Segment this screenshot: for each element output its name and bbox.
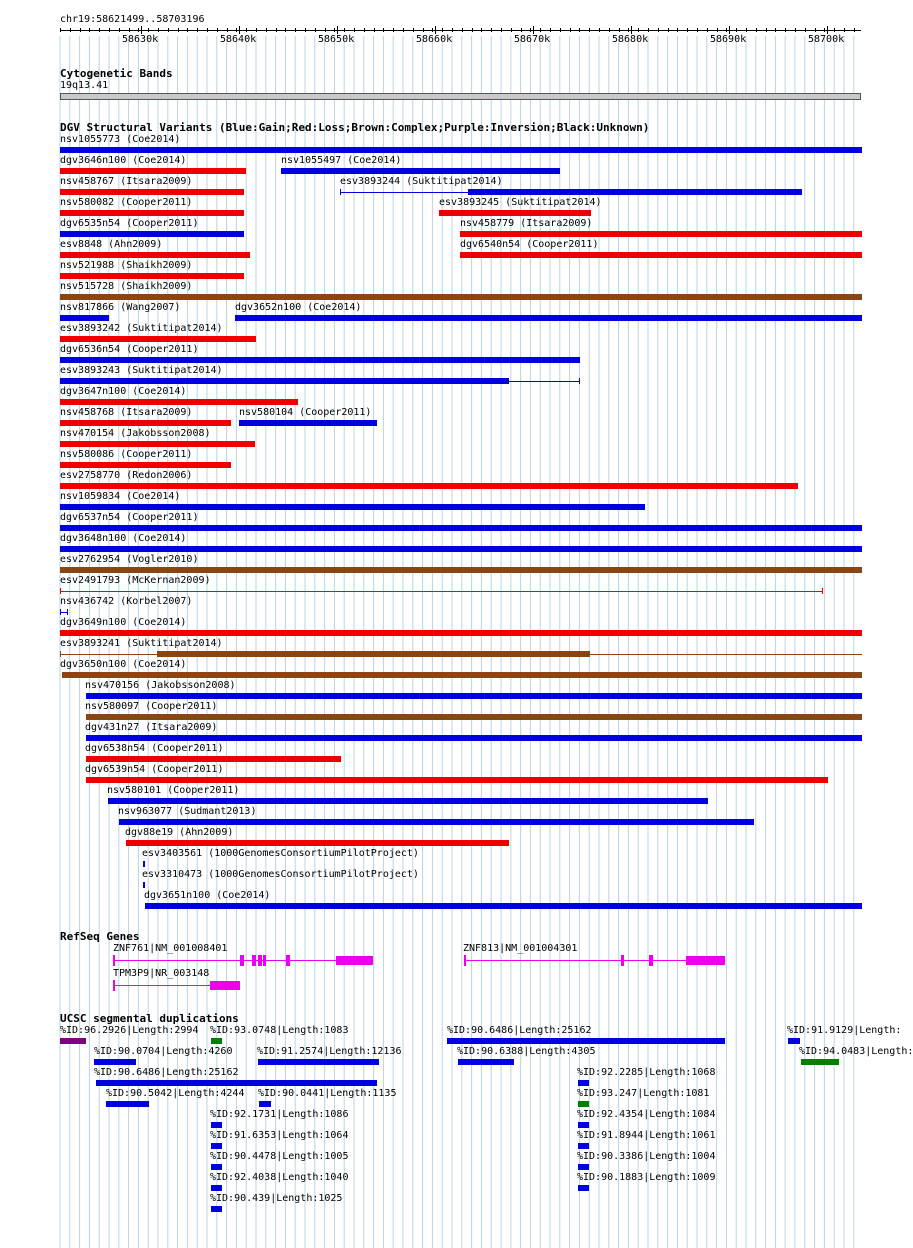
ruler-minor-tick (501, 28, 502, 32)
segdup-title[interactable]: UCSC segmental duplications (60, 1012, 239, 1025)
ruler-minor-tick (834, 28, 835, 32)
ruler-minor-tick (70, 28, 71, 32)
ruler-tick-label: 58680k (612, 34, 649, 45)
gene-exon[interactable] (258, 955, 262, 966)
segdup-label[interactable]: %ID:90.4478|Length:1005 (210, 1151, 349, 1162)
ruler-minor-tick (511, 28, 512, 32)
dgv-variant-label[interactable]: dgv6537n54 (Cooper2011) (60, 512, 199, 523)
ruler-tick-label: 58660k (416, 34, 453, 45)
ruler-minor-tick (697, 28, 698, 32)
ruler-minor-tick (256, 28, 257, 32)
dgv-variant-bar[interactable] (60, 462, 231, 468)
ruler-tick-label: 58640k (220, 34, 257, 45)
ruler-minor-tick (550, 28, 551, 32)
segdup-bar[interactable] (211, 1185, 222, 1191)
ruler-minor-tick (276, 28, 277, 32)
ruler-minor-tick (374, 28, 375, 32)
dgv-variant-label[interactable]: dgv3648n100 (Coe2014) (60, 533, 187, 544)
dgv-variant-end (67, 609, 68, 615)
ruler-minor-tick (472, 28, 473, 32)
ruler-minor-tick (80, 28, 81, 32)
dgv-variant-label[interactable]: nsv458779 (Itsara2009) (460, 218, 593, 229)
ruler-minor-tick (432, 28, 433, 32)
segdup-label[interactable]: %ID:91.8944|Length:1061 (577, 1130, 716, 1141)
ruler-minor-tick (403, 28, 404, 32)
ruler-minor-tick (530, 28, 531, 32)
ruler-tick-label: 58630k (122, 34, 159, 45)
ruler-minor-tick (815, 28, 816, 32)
segdup-bar[interactable] (211, 1164, 222, 1170)
ruler-minor-tick (785, 28, 786, 32)
segdup-label[interactable]: %ID:90.439|Length:1025 (210, 1193, 343, 1204)
ruler-minor-tick (227, 28, 228, 32)
dgv-variant-label[interactable]: dgv3649n100 (Coe2014) (60, 617, 187, 628)
segdup-label[interactable]: %ID:92.4354|Length:1084 (577, 1109, 716, 1120)
dgv-variant-bar[interactable] (86, 693, 862, 699)
gene-exon[interactable] (464, 955, 466, 966)
segdup-label[interactable]: %ID:93.0748|Length:1083 (210, 1025, 349, 1036)
dgv-variant-bar[interactable] (108, 798, 708, 804)
segdup-label[interactable]: %ID:96.2926|Length:2994 (60, 1025, 199, 1036)
segdup-bar[interactable] (801, 1059, 839, 1065)
dgv-variant-bar[interactable] (126, 840, 509, 846)
dgv-variant-block[interactable] (60, 378, 509, 384)
ruler-minor-tick (158, 28, 159, 32)
dgv-variant-bar[interactable] (460, 231, 862, 237)
gene-label[interactable]: ZNF813|NM_001004301 (463, 943, 578, 954)
dgv-variant-bar[interactable] (60, 504, 645, 510)
dgv-variant-bar[interactable] (239, 420, 377, 426)
dgv-variant-label[interactable]: dgv3650n100 (Coe2014) (60, 659, 187, 670)
dgv-variant-label[interactable]: dgv431n27 (Itsara2009) (85, 722, 218, 733)
segdup-label[interactable]: %ID:90.6486|Length:25162 (447, 1025, 592, 1036)
dgv-variant-label[interactable]: nsv458768 (Itsara2009) (60, 407, 193, 418)
dgv-variant-label[interactable]: esv8848 (Ahn2009) (60, 239, 163, 250)
ruler-minor-tick (119, 28, 120, 32)
ruler-minor-tick (305, 28, 306, 32)
dgv-variant-bar[interactable] (60, 567, 862, 573)
ruler-tick (239, 26, 240, 34)
dgv-variant-label[interactable]: dgv6535n54 (Cooper2011) (60, 218, 199, 229)
ruler-minor-tick (89, 28, 90, 32)
dgv-variant-bar[interactable] (60, 357, 580, 363)
ruler-tick (533, 26, 534, 34)
dgv-variant-bar[interactable] (60, 630, 862, 636)
ruler-tick (729, 26, 730, 34)
dgv-variant-label[interactable]: nsv580082 (Cooper2011) (60, 197, 193, 208)
dgv-variant-label[interactable]: dgv3646n100 (Coe2014) (60, 155, 187, 166)
dgv-variant-label[interactable]: dgv6536n54 (Cooper2011) (60, 344, 199, 355)
dgv-variant-label[interactable]: nsv470154 (Jakobsson2008) (60, 428, 211, 439)
ruler-minor-tick (687, 28, 688, 32)
dgv-title[interactable]: DGV Structural Variants (Blue:Gain;Red:Loss;Brown:Complex;Purple:Inversion;Black:Unknown) (60, 121, 650, 134)
segdup-bar[interactable] (211, 1122, 222, 1128)
dgv-variant-label[interactable]: dgv6538n54 (Cooper2011) (85, 743, 224, 754)
dgv-variant-label[interactable]: dgv88e19 (Ahn2009) (125, 827, 234, 838)
ruler-minor-tick (668, 28, 669, 32)
dgv-variant-bar[interactable] (60, 231, 244, 237)
ruler-minor-tick (217, 28, 218, 32)
gene-exon[interactable] (240, 955, 244, 966)
ruler-minor-tick (168, 28, 169, 32)
segdup-bar[interactable] (94, 1059, 136, 1065)
ruler-minor-tick (383, 28, 384, 32)
ruler-minor-tick (354, 28, 355, 32)
dgv-variant-label[interactable]: esv3893242 (Suktitipat2014) (60, 323, 223, 334)
segdup-bar[interactable] (447, 1038, 725, 1044)
dgv-variant-bar[interactable] (86, 777, 828, 783)
position-label: chr19:58621499..58703196 (60, 14, 205, 25)
ruler-tick (435, 26, 436, 34)
ruler-minor-tick (423, 28, 424, 32)
ruler-tick (141, 26, 142, 34)
gene-exon[interactable] (686, 956, 725, 965)
gene-label[interactable]: TPM3P9|NR_003148 (113, 968, 210, 979)
ruler-minor-tick (805, 28, 806, 32)
dgv-variant-label[interactable]: nsv515728 (Shaikh2009) (60, 281, 193, 292)
ruler-minor-tick (854, 28, 855, 32)
segdup-bar[interactable] (578, 1101, 589, 1107)
dgv-variant-label[interactable]: esv2762954 (Vogler2010) (60, 554, 199, 565)
ruler-tick-label: 58690k (710, 34, 747, 45)
dgv-variant-label[interactable]: esv3893243 (Suktitipat2014) (60, 365, 223, 376)
segdup-bar[interactable] (211, 1038, 222, 1044)
ruler-minor-tick (452, 28, 453, 32)
segdup-bar[interactable] (211, 1206, 222, 1212)
ruler-minor-tick (619, 28, 620, 32)
dgv-variant-bar[interactable] (60, 168, 246, 174)
segdup-label[interactable]: %ID:90.6388|Length:4305 (457, 1046, 596, 1057)
dgv-variant-end (340, 189, 341, 195)
dgv-variant-label[interactable]: dgv6539n54 (Cooper2011) (85, 764, 224, 775)
dgv-variant-bar[interactable] (60, 147, 862, 153)
ruler-minor-tick (325, 28, 326, 32)
ruler-minor-tick (148, 28, 149, 32)
ruler-minor-tick (579, 28, 580, 32)
dgv-variant-label[interactable]: esv2491793 (McKernan2009) (60, 575, 211, 586)
ruler-minor-tick (638, 28, 639, 32)
ruler-minor-tick (491, 28, 492, 32)
dgv-variant-label[interactable]: nsv580104 (Cooper2011) (239, 407, 372, 418)
ruler-tick-label: 58670k (514, 34, 551, 45)
ruler-axis (60, 30, 861, 31)
dgv-variant-bar[interactable] (86, 756, 341, 762)
ruler-minor-tick (589, 28, 590, 32)
dgv-variant-label[interactable]: nsv1055773 (Coe2014) (60, 134, 181, 145)
refseq-title[interactable]: RefSeq Genes (60, 930, 140, 943)
ruler-minor-tick (707, 28, 708, 32)
dgv-variant-bar[interactable] (509, 381, 580, 382)
ruler-minor-tick (609, 28, 610, 32)
ruler-minor-tick (285, 28, 286, 32)
ruler-minor-tick (295, 28, 296, 32)
segdup-label[interactable]: %ID:91.6353|Length:1064 (210, 1130, 349, 1141)
dgv-variant-bar[interactable] (60, 441, 255, 447)
dgv-variant-label[interactable]: nsv580101 (Cooper2011) (107, 785, 240, 796)
ruler-minor-tick (393, 28, 394, 32)
dgv-variant-label[interactable]: nsv963077 (Sudmant2013) (118, 806, 257, 817)
dgv-variant-bar[interactable] (60, 591, 823, 592)
dgv-variant-block[interactable] (468, 189, 802, 195)
dgv-variant-label[interactable]: nsv521988 (Shaikh2009) (60, 260, 193, 271)
segdup-bar[interactable] (60, 1038, 86, 1044)
segdup-bar[interactable] (578, 1122, 589, 1128)
ruler-minor-tick (60, 28, 61, 32)
ruler-minor-tick (648, 28, 649, 32)
segdup-label[interactable]: %ID:90.0704|Length:4260 (94, 1046, 233, 1057)
ruler-minor-tick (560, 28, 561, 32)
dgv-variant-end (60, 651, 61, 657)
dgv-variant-end (60, 588, 61, 594)
dgv-variant-bar[interactable] (60, 252, 250, 258)
dgv-variant-label[interactable]: nsv470156 (Jakobsson2008) (85, 680, 236, 691)
dgv-variant-label[interactable]: nsv458767 (Itsara2009) (60, 176, 193, 187)
gene-exon[interactable] (252, 955, 256, 966)
dgv-variant-label[interactable]: esv3893244 (Suktitipat2014) (340, 176, 503, 187)
ruler-minor-tick (197, 28, 198, 32)
dgv-variant-bar[interactable] (86, 714, 862, 720)
ruler-minor-tick (775, 28, 776, 32)
segdup-bar[interactable] (578, 1185, 589, 1191)
segdup-bar[interactable] (96, 1080, 377, 1086)
dgv-variant-bar[interactable] (60, 525, 862, 531)
ruler-minor-tick (677, 28, 678, 32)
dgv-variant-label[interactable]: dgv3652n100 (Coe2014) (235, 302, 362, 313)
ruler-minor-tick (570, 28, 571, 32)
ruler-minor-tick (364, 28, 365, 32)
segdup-label[interactable]: %ID:90.3386|Length:1004 (577, 1151, 716, 1162)
dgv-variant-bar[interactable] (60, 546, 862, 552)
dgv-variant-label[interactable]: nsv817866 (Wang2007) (60, 302, 181, 313)
ruler-minor-tick (599, 28, 600, 32)
dgv-variant-bar[interactable] (143, 861, 145, 867)
ruler-minor-tick (756, 28, 757, 32)
dgv-variant-label[interactable]: nsv580097 (Cooper2011) (85, 701, 218, 712)
gene-label[interactable]: ZNF761|NM_001008401 (113, 943, 228, 954)
ruler-tick (827, 26, 828, 34)
segdup-bar[interactable] (578, 1080, 589, 1086)
dgv-variant-label[interactable]: dgv3651n100 (Coe2014) (144, 890, 271, 901)
ruler-minor-tick (462, 28, 463, 32)
dgv-variant-label[interactable]: esv2758770 (Redon2006) (60, 470, 193, 481)
ideogram-band[interactable] (60, 93, 861, 100)
ruler-minor-tick (334, 28, 335, 32)
segdup-bar[interactable] (259, 1101, 271, 1107)
dgv-variant-label[interactable]: esv3403561 (1000GenomesConsortiumPilotProject) (142, 848, 419, 859)
segdup-label[interactable]: %ID:92.1731|Length:1086 (210, 1109, 349, 1120)
dgv-variant-bar[interactable] (60, 294, 862, 300)
segdup-bar[interactable] (458, 1059, 514, 1065)
dgv-variant-bar[interactable] (60, 336, 256, 342)
ruler-minor-tick (207, 28, 208, 32)
ruler-tick-label: 58650k (318, 34, 355, 45)
dgv-variant-bar[interactable] (62, 672, 862, 678)
segdup-label[interactable]: %ID:94.0483|Length: (799, 1046, 913, 1057)
ruler-minor-tick (266, 28, 267, 32)
dgv-variant-label[interactable]: dgv6540n54 (Cooper2011) (460, 239, 599, 250)
ruler-tick (631, 26, 632, 34)
gene-exon[interactable] (336, 956, 373, 965)
segdup-label[interactable]: %ID:91.9129|Length: (787, 1025, 902, 1036)
ruler-minor-tick (726, 28, 727, 32)
ruler-minor-tick (795, 28, 796, 32)
segdup-label[interactable]: %ID:92.4038|Length:1040 (210, 1172, 349, 1183)
ruler-minor-tick (717, 28, 718, 32)
ruler-minor-tick (736, 28, 737, 32)
dgv-variant-block[interactable] (157, 651, 590, 657)
dgv-variant-bar[interactable] (145, 903, 862, 909)
segdup-bar[interactable] (211, 1143, 222, 1149)
ruler-minor-tick (109, 28, 110, 32)
segdup-label[interactable]: %ID:93.247|Length:1081 (577, 1088, 710, 1099)
segdup-label[interactable]: %ID:90.0441|Length:1135 (258, 1088, 397, 1099)
ruler-tick-label: 58700k (808, 34, 845, 45)
segdup-label[interactable]: %ID:91.2574|Length:12136 (257, 1046, 402, 1057)
dgv-variant-label[interactable]: nsv1059834 (Coe2014) (60, 491, 181, 502)
dgv-variant-label[interactable]: dgv3647n100 (Coe2014) (60, 386, 187, 397)
segdup-bar[interactable] (578, 1143, 589, 1149)
dgv-variant-label[interactable]: nsv1055497 (Coe2014) (281, 155, 402, 166)
dgv-variant-bar[interactable] (60, 399, 298, 405)
dgv-variant-bar[interactable] (281, 168, 560, 174)
gene-exon[interactable] (263, 955, 266, 966)
dgv-variant-bar[interactable] (235, 315, 862, 321)
segdup-label[interactable]: %ID:90.1883|Length:1009 (577, 1172, 716, 1183)
gene-exon[interactable] (210, 981, 240, 990)
dgv-variant-bar[interactable] (143, 882, 145, 888)
segdup-bar[interactable] (788, 1038, 800, 1044)
gene-exon[interactable] (113, 980, 115, 991)
dgv-variant-bar[interactable] (60, 210, 244, 216)
ruler-minor-tick (824, 28, 825, 32)
ruler-minor-tick (187, 28, 188, 32)
dgv-variant-bar[interactable] (439, 210, 591, 216)
ruler-minor-tick (844, 28, 845, 32)
segdup-label[interactable]: %ID:90.5042|Length:4244 (106, 1088, 245, 1099)
ruler-minor-tick (413, 28, 414, 32)
ruler-minor-tick (540, 28, 541, 32)
segdup-bar[interactable] (578, 1164, 589, 1170)
ruler-minor-tick (129, 28, 130, 32)
segdup-bar[interactable] (106, 1101, 149, 1107)
ruler-minor-tick (658, 28, 659, 32)
ruler-minor-tick (521, 28, 522, 32)
dgv-variant-bar[interactable] (60, 420, 231, 426)
ruler-minor-tick (628, 28, 629, 32)
ruler-minor-tick (236, 28, 237, 32)
dgv-variant-bar[interactable] (86, 735, 862, 741)
dgv-variant-bar[interactable] (60, 189, 244, 195)
dgv-variant-label[interactable]: nsv436742 (Korbel2007) (60, 596, 193, 607)
dgv-variant-end (60, 609, 61, 615)
ruler-minor-tick (138, 28, 139, 32)
dgv-variant-label[interactable]: esv3893241 (Suktitipat2014) (60, 638, 223, 649)
gene-exon[interactable] (113, 955, 115, 966)
dgv-variant-label[interactable]: esv3310473 (1000GenomesConsortiumPilotProject) (142, 869, 419, 880)
ruler-minor-tick (99, 28, 100, 32)
ruler-minor-tick (481, 28, 482, 32)
ruler-minor-tick (746, 28, 747, 32)
cytoband-title[interactable]: Cytogenetic Bands (60, 67, 173, 80)
dgv-variant-end (579, 378, 580, 384)
ruler-minor-tick (442, 28, 443, 32)
gene-exon[interactable] (621, 955, 624, 966)
ruler-minor-tick (178, 28, 179, 32)
dgv-variant-end (822, 588, 823, 594)
ruler-minor-tick (344, 28, 345, 32)
dgv-variant-label[interactable]: nsv580086 (Cooper2011) (60, 449, 193, 460)
ruler-minor-tick (315, 28, 316, 32)
dgv-variant-bar[interactable] (119, 819, 754, 825)
cytoband-label: 19q13.41 (60, 80, 109, 91)
gene-exon[interactable] (649, 955, 653, 966)
segdup-label[interactable]: %ID:92.2285|Length:1068 (577, 1067, 716, 1078)
dgv-variant-bar[interactable] (60, 483, 798, 489)
gene-exon[interactable] (286, 955, 290, 966)
ruler-minor-tick (766, 28, 767, 32)
dgv-variant-bar[interactable] (60, 315, 109, 321)
segdup-label[interactable]: %ID:90.6486|Length:25162 (94, 1067, 239, 1078)
dgv-variant-bar[interactable] (460, 252, 862, 258)
segdup-bar[interactable] (258, 1059, 379, 1065)
dgv-variant-label[interactable]: esv3893245 (Suktitipat2014) (439, 197, 602, 208)
ruler-minor-tick (246, 28, 247, 32)
ruler-tick (337, 26, 338, 34)
dgv-variant-bar[interactable] (60, 273, 244, 279)
